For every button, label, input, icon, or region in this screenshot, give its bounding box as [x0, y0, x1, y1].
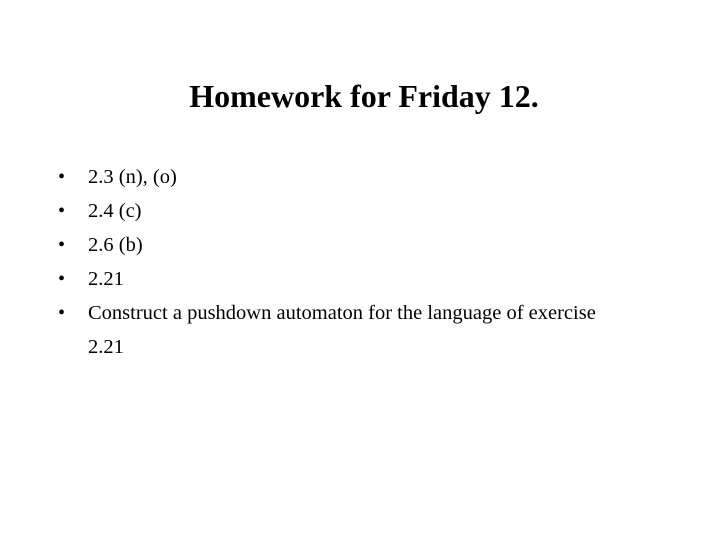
list-item-text: 2.21 — [88, 268, 124, 290]
bullet-icon: • — [58, 200, 66, 222]
slide-title: Homework for Friday 12. — [189, 78, 539, 114]
list-item-text: 2.6 (b) — [88, 234, 143, 256]
list-item-text: 2.3 (n), (o) — [88, 166, 177, 188]
bullet-icon: • — [58, 268, 66, 290]
list-item — [58, 262, 618, 296]
bullet-icon: • — [58, 166, 66, 188]
list-item-text: Construct a pushdown automaton for the language of exercise 2.21 — [88, 302, 596, 358]
bullet-icon: • — [58, 234, 66, 256]
list-item — [58, 194, 618, 228]
list-item-text: 2.4 (c) — [88, 200, 142, 222]
list-item — [58, 228, 618, 262]
bullet-icon: • — [58, 302, 66, 324]
homework-list — [58, 160, 618, 364]
list-item — [58, 160, 618, 194]
list-item — [58, 296, 618, 364]
